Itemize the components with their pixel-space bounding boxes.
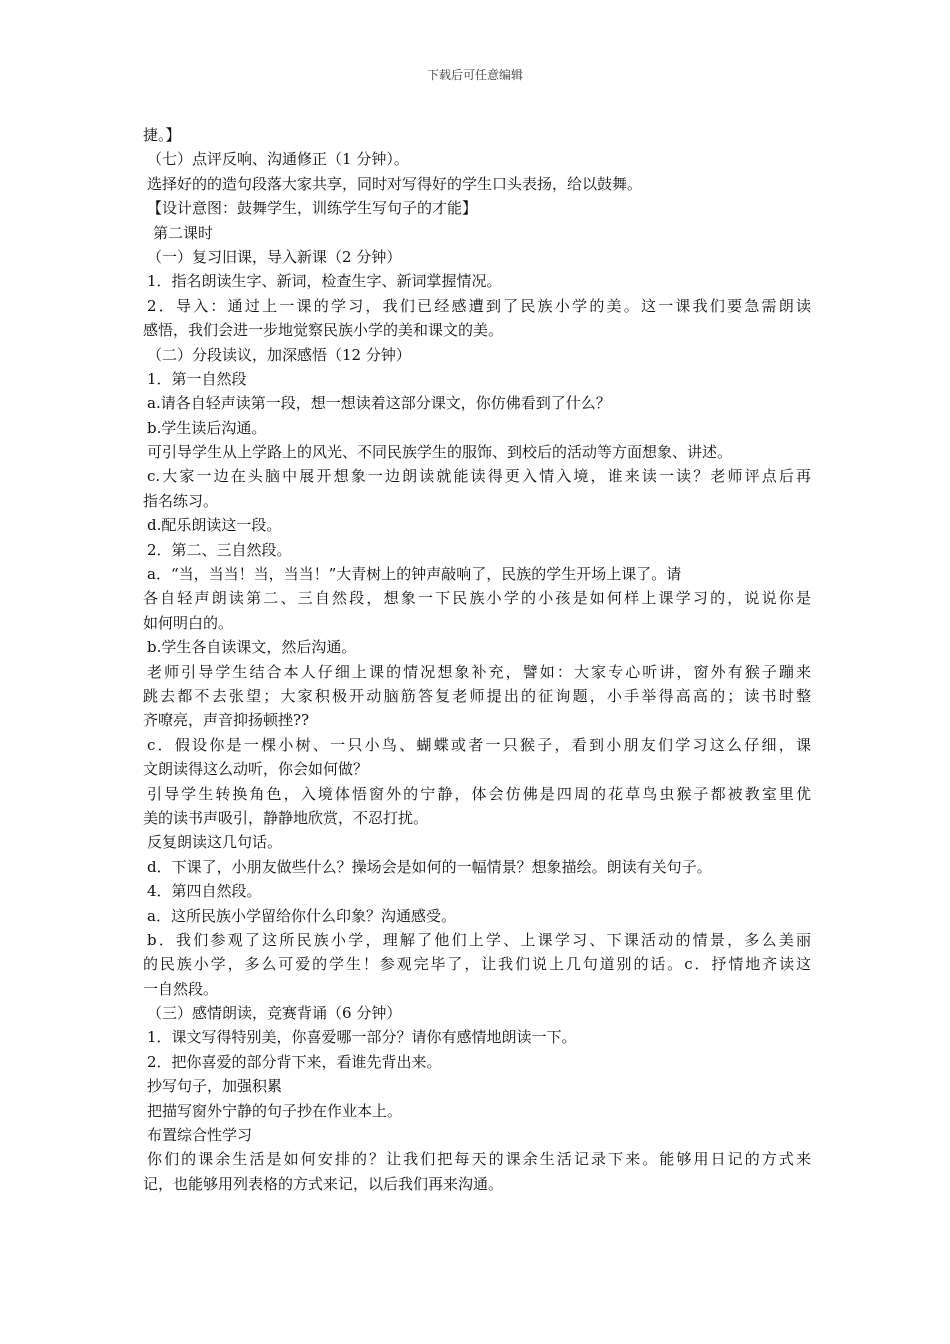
text-line: b.学生读后沟通。 <box>147 418 267 437</box>
text-line: 抄写句子，加强积累 <box>147 1077 283 1096</box>
text-line: （二）分段读议，加深感悟（12 分钟） <box>147 345 411 364</box>
text-line: 各自轻声朗读第二、三自然段，想象一下民族小学的小孩是如何样上课学习的，说说你是 <box>143 589 811 608</box>
text-line: c.大家一边在头脑中展开想象一边朗读就能读得更入情入境，谁来读一读？老师评点后再 <box>147 467 811 486</box>
text-line: 把描写窗外宁静的句子抄在作业本上。 <box>147 1101 403 1120</box>
text-line: （三）感情朗读，竞赛背诵（6 分钟） <box>147 1004 402 1023</box>
text-line: 【设计意图：鼓舞学生，训练学生写句子的才能】 <box>147 199 478 218</box>
text-line: 2．第二、三自然段。 <box>147 540 292 559</box>
text-line: 布置综合性学习 <box>147 1126 253 1145</box>
text-line: 第二课时 <box>153 223 214 242</box>
text-line: 选择好的的造句段落大家共享，同时对写得好的学生口头表扬，给以鼓舞。 <box>147 174 643 193</box>
text-line: 1．指名朗读生字、新词，检查生字、新词掌握情况。 <box>147 272 502 291</box>
text-line: 感悟，我们会进一步地觉察民族小学的美和课文的美。 <box>143 321 504 340</box>
text-line: a．“当，当当！当，当当！”大青树上的钟声敲响了，民族的学生开场上课了。请 <box>147 565 682 584</box>
text-line: 2．把你喜爱的部分背下来，看谁先背出来。 <box>147 1052 442 1071</box>
text-line: 4．第四自然段。 <box>147 882 262 901</box>
text-line: 老师引导学生结合本人仔细上课的情况想象补充，譬如：大家专心听讲，窗外有猴子蹦来 <box>147 662 811 681</box>
text-line: 引导学生转换角色，入境体悟窗外的宁静，体会仿佛是四周的花草鸟虫猴子都被教室里优 <box>147 784 811 803</box>
text-line: c．假设你是一棵小树、一只小鸟、蝴蝶或者一只猴子，看到小朋友们学习这么仔细，课 <box>147 735 811 754</box>
text-line: 的民族小学，多么可爱的学生！参观完毕了，让我们说上几句道别的话。c．抒情地齐读这 <box>143 955 811 974</box>
text-line: d.配乐朗读这一段。 <box>147 516 282 535</box>
page-header: 下载后可任意编辑 <box>426 68 523 82</box>
text-line: 1．第一自然段 <box>147 369 247 388</box>
text-line: 1．课文写得特别美，你喜爱哪一部分？请你有感情地朗读一下。 <box>147 1028 577 1047</box>
text-line: 可引导学生从上学路上的风光、不同民族学生的服饰、到校后的活动等方面想象、讲述。 <box>147 443 733 462</box>
text-line: a．这所民族小学留给你什么印象？沟通感受。 <box>147 906 456 925</box>
text-line: 2．导入：通过上一课的学习，我们已经感遭到了民族小学的美。这一课我们要急需朗读 <box>147 296 811 315</box>
text-line: a.请各自轻声读第一段，想一想读着这部分课文，你仿佛看到了什么？ <box>147 394 611 413</box>
text-line: 你们的课余生活是如何安排的？让我们把每天的课余生活记录下来。能够用日记的方式来 <box>147 1150 811 1169</box>
text-line: （七）点评反响、沟通修正（1 分钟）。 <box>147 150 409 169</box>
text-line: 跳去都不去张望；大家积极开动脑筋答复老师提出的征询题，小手举得高高的；读书时整 <box>143 686 811 705</box>
text-line: 反复朗读这几句话。 <box>147 833 283 852</box>
text-line: （一）复习旧课，导入新课（2 分钟） <box>147 247 402 266</box>
text-line: b.学生各自读课文，然后沟通。 <box>147 638 357 657</box>
text-line: 齐嘹亮，声音抑扬顿挫?? <box>143 711 310 730</box>
text-line: b．我们参观了这所民族小学，理解了他们上学、上课学习、下课活动的情景，多么美丽 <box>147 930 811 949</box>
text-line: 美的读书声吸引，静静地欣赏，不忍打扰。 <box>143 808 429 827</box>
text-line: 如何明白的。 <box>143 613 234 632</box>
text-line: d．下课了，小朋友做些什么？操场会是如何的一幅情景？想象描绘。朗读有关句子。 <box>147 857 712 876</box>
text-line: 捷。】 <box>143 126 181 144</box>
text-line: 指名练习。 <box>143 491 219 510</box>
document-body <box>143 123 811 1196</box>
text-line: 文朗读得这么动听，你会如何做？ <box>143 760 369 779</box>
text-line: 记，也能够用列表格的方式来记，以后我们再来沟通。 <box>143 1174 504 1193</box>
text-line: 一自然段。 <box>143 979 219 998</box>
